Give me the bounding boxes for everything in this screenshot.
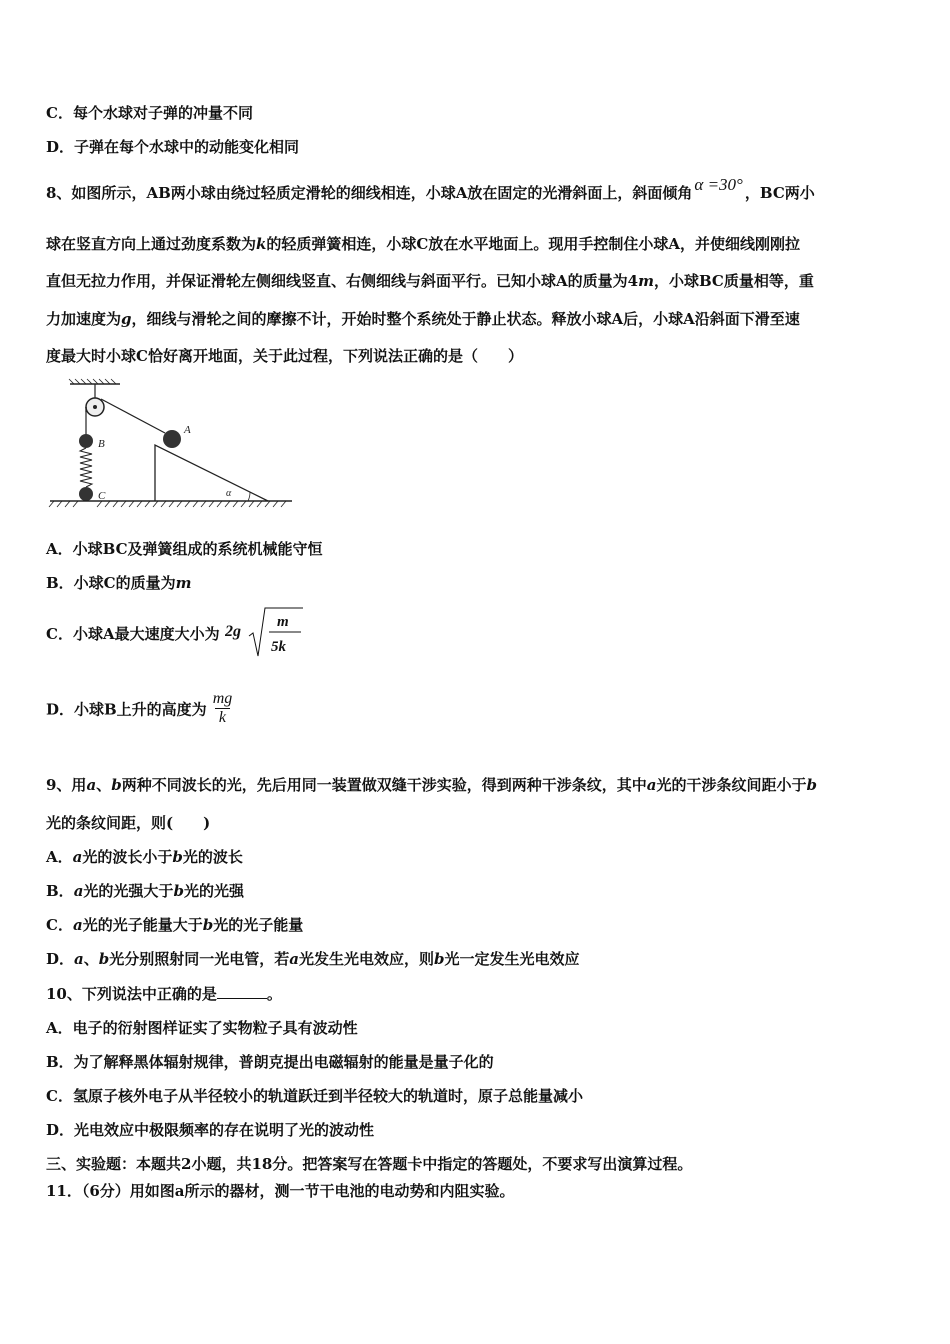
q9-option-b: B．a光的光强大于b光的光强 [46, 882, 244, 900]
ceiling [69, 379, 120, 384]
ground [49, 501, 292, 507]
sqrt-expression [225, 606, 305, 662]
angle-arc [248, 492, 250, 501]
fraction-mg-k: $\frac{mg}{k}$ [212, 690, 233, 727]
q10-option-a: A．电子的衍射图样证实了实物粒子具有波动性 [46, 1019, 358, 1037]
q8-stem-line-1: 8、如图所示，AB两小球由绕过轻质定滑轮的细线相连，小球A放在固定的光滑斜面上，斜面倾角 α =30° ，BC两小 [46, 175, 815, 202]
q8-stem-line-2: 球在竖直方向上通过劲度系数为k的轻质弹簧相连，小球C放在水平地面上。现用手控制住小球A，并使细线刚刚拉 [46, 235, 801, 253]
string-to-a [101, 399, 165, 433]
q10-stem: 10、下列说法中正确的是 。 [46, 985, 282, 1003]
q10-option-c: C．氢原子核外电子从半径较小的轨道跃迁到半径较大的轨道时，原子总能量减小 [46, 1087, 583, 1105]
ball-c [79, 487, 93, 501]
label-c: C [98, 490, 106, 502]
q9-option-d: D．a、b光分别照射同一光电管，若a光发生光电效应，则b光一定发生光电效应 [46, 950, 580, 968]
q9-stem-line-1: 9、用a、b两种不同波长的光，先后用同一装置做双缝干涉实验，得到两种干涉条纹，其中a光的干涉条纹间距小于b [46, 776, 817, 794]
label-alpha: α [226, 488, 232, 499]
q8-figure [46, 378, 296, 510]
q10-option-d: D．光电效应中极限频率的存在说明了光的波动性 [46, 1121, 375, 1139]
ball-a [163, 430, 181, 448]
ball-b [79, 434, 93, 448]
answer-blank [217, 986, 267, 999]
q8-option-b: B．小球C的质量为m [46, 574, 192, 592]
section-3-heading: 三、实验题：本题共2小题，共18分。把答案写在答题卡中指定的答题处，不要求写出演算过程。 [46, 1155, 693, 1173]
label-a: A [184, 424, 191, 436]
q10-option-b: B．为了解释黑体辐射规律，普朗克提出电磁辐射的能量是量子化的 [46, 1053, 494, 1071]
q7-option-c: C．每个水球对子弹的冲量不同 [46, 104, 253, 122]
incline [155, 445, 268, 501]
svg-text:m: m [276, 614, 289, 630]
q9-option-c: C．a光的光子能量大于b光的光子能量 [46, 916, 304, 934]
q9-option-a: A．a光的波长小于b光的波长 [46, 848, 243, 866]
q8-option-c: C．小球A最大速度大小为 2g m 5k [46, 606, 305, 662]
q8-option-a: A．小球BC及弹簧组成的系统机械能守恒 [46, 540, 323, 558]
alpha-30-expr: α =30° [694, 175, 743, 194]
q8-stem-line-3: 直但无拉力作用，并保证滑轮左侧细线竖直、右侧细线与斜面平行。已知小球A的质量为4m，小球BC质量相等，重 [46, 272, 814, 290]
q8-option-d: D．小球B上升的高度为 $\frac{mg}{k}$ [46, 690, 233, 727]
q8-stem-line-4: 力加速度为g，细线与滑轮之间的摩擦不计，开始时整个系统处于静止状态。释放小球A后，小球A沿斜面下滑至速 [46, 310, 800, 328]
q7-option-d: D．子弹在每个水球中的动能变化相同 [46, 138, 300, 156]
svg-text:5k: 5k [270, 639, 286, 655]
label-b: B [98, 438, 105, 450]
q8-stem-line-5: 度最大时小球C恰好离开地面，关于此过程，下列说法正确的是（ ） [46, 347, 523, 365]
q9-stem-line-2: 光的条纹间距，则( ) [46, 814, 211, 832]
q11-stem: 11．（6分）用如图a所示的器材，测一节干电池的电动势和内阻实验。 [46, 1182, 515, 1200]
pulley [86, 384, 104, 416]
svg-text:2g: 2g [224, 623, 241, 640]
spring [80, 448, 92, 487]
